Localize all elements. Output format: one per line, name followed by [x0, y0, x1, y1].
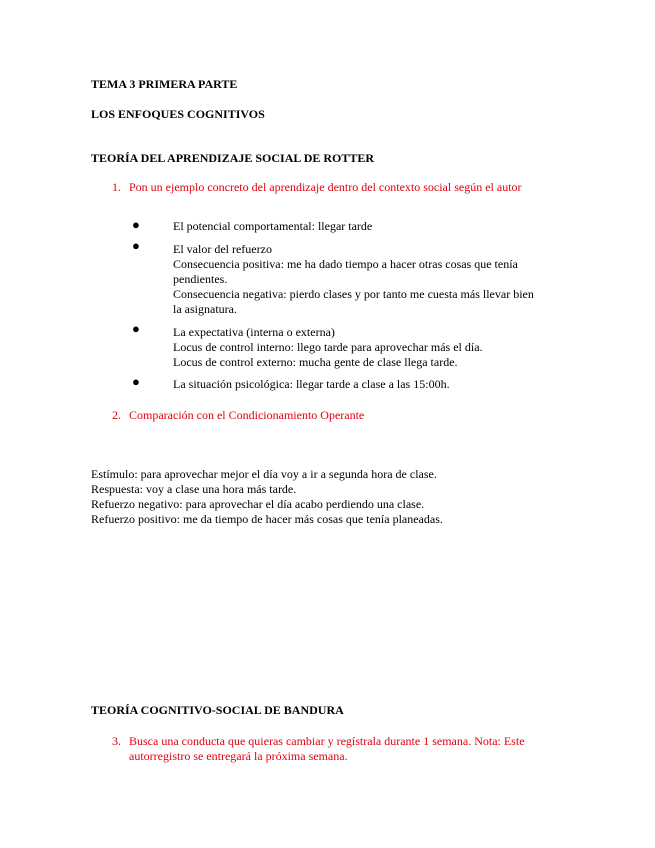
question-text-line: autorregistro se entregará la próxima semana. [129, 749, 348, 763]
question-text [129, 734, 525, 764]
list-item-line: La situación psicológica: llegar tarde a clase a las 15:00h. [173, 377, 450, 391]
bullet-icon: ● [132, 374, 140, 389]
question-number: 1. [112, 180, 121, 194]
section-heading-rotter: TEORÍA DEL APRENDIZAJE SOCIAL DE ROTTER [91, 151, 375, 165]
list-item-line: Locus de control interno: llego tarde para aprovechar más el día. [173, 340, 483, 354]
list-item-line: la asignatura. [173, 302, 237, 316]
list-item [173, 377, 450, 392]
list-item-line: pendientes. [173, 272, 228, 286]
page-subtitle: LOS ENFOQUES COGNITIVOS [91, 107, 265, 121]
question-text: Pon un ejemplo concreto del aprendizaje dentro del contexto social según el autor [129, 180, 522, 194]
question-text-line: Busca una conducta que quieras cambiar y regístrala durante 1 semana. Nota: Este [129, 734, 525, 748]
list-item-line: El valor del refuerzo [173, 242, 272, 256]
operant-line: Estímulo: para aprovechar mejor el día voy a ir a segunda hora de clase. [91, 467, 437, 481]
bullet-icon: ● [132, 217, 140, 232]
operant-comparison [91, 467, 443, 527]
list-item [173, 325, 483, 370]
list-item-line: El potencial comportamental: llegar tarde [173, 219, 373, 233]
list-item-line: Locus de control externo: mucha gente de clase llega tarde. [173, 355, 458, 369]
operant-line: Respuesta: voy a clase una hora más tarde. [91, 482, 297, 496]
question-number: 2. [112, 408, 121, 422]
page-title: TEMA 3 PRIMERA PARTE [91, 77, 238, 91]
question-number: 3. [112, 734, 121, 748]
operant-line: Refuerzo positivo: me da tiempo de hacer más cosas que tenía planeadas. [91, 512, 443, 526]
question-text: Comparación con el Condicionamiento Operante [129, 408, 365, 422]
list-item [173, 219, 372, 234]
bullet-icon: ● [132, 321, 140, 336]
section-heading-bandura: TEORÍA COGNITIVO-SOCIAL DE BANDURA [91, 703, 344, 717]
bullet-icon: ● [132, 238, 140, 253]
list-item-line: La expectativa (interna o externa) [173, 325, 335, 339]
list-item [173, 242, 534, 317]
list-item-line: Consecuencia negativa: pierdo clases y por tanto me cuesta más llevar bien [173, 287, 534, 301]
operant-line: Refuerzo negativo: para aprovechar el día acabo perdiendo una clase. [91, 497, 425, 511]
list-item-line: Consecuencia positiva: me ha dado tiempo a hacer otras cosas que tenía [173, 257, 518, 271]
